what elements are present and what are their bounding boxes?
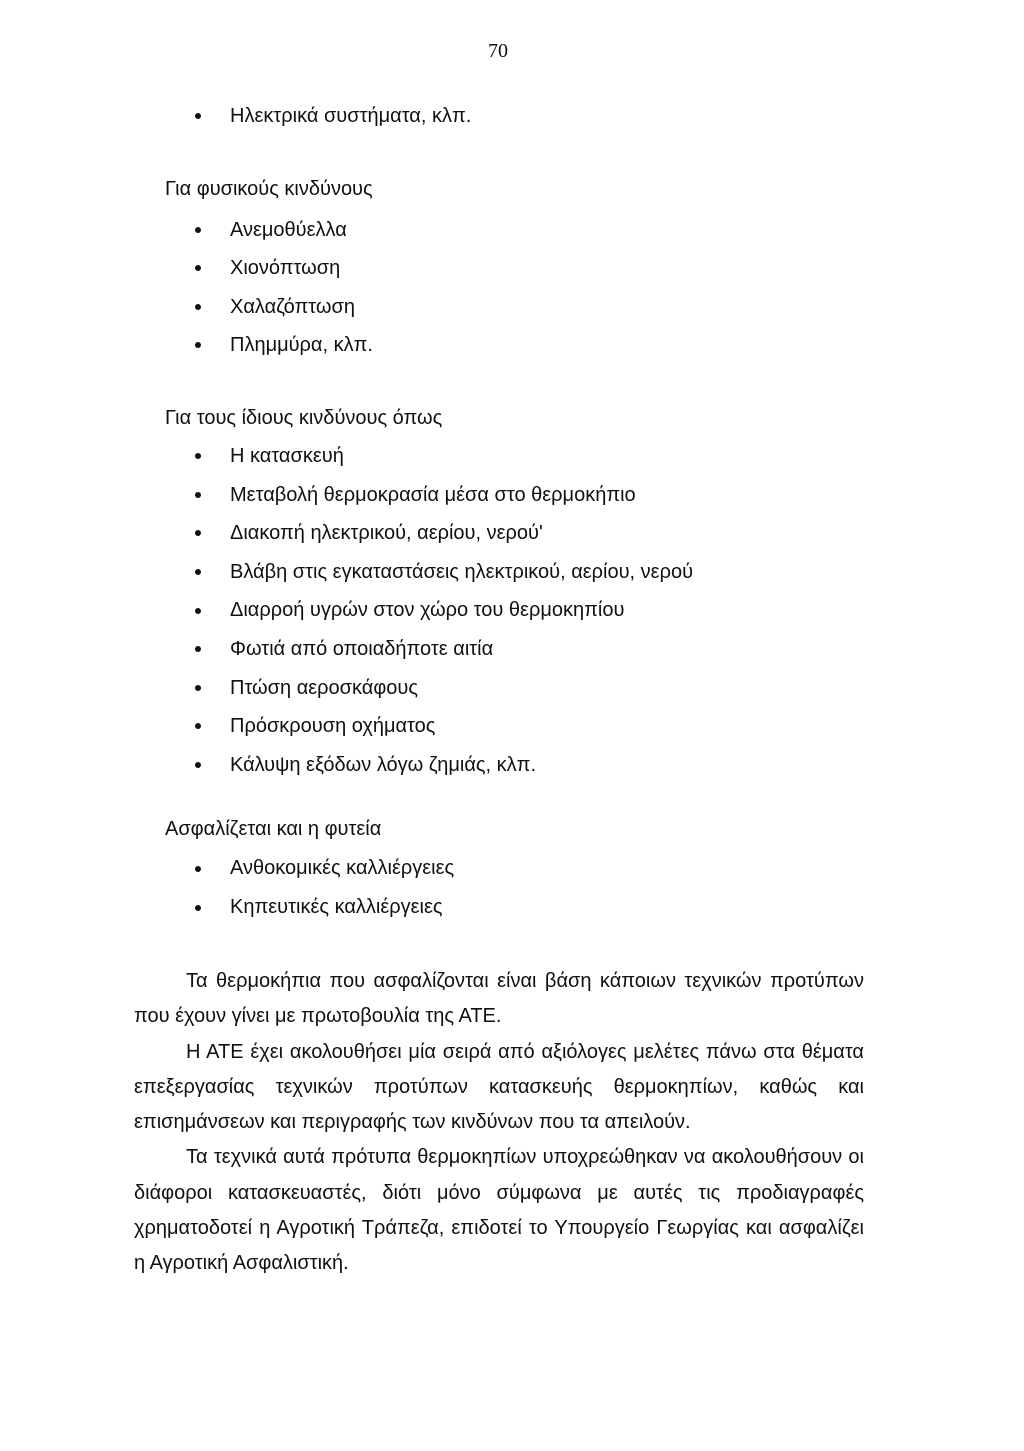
list-item-text: Πτώση αεροσκάφους (230, 676, 419, 699)
list-item (195, 591, 693, 630)
list-item (195, 288, 373, 326)
list-item-text: Βλάβη στις εγκαταστάσεις ηλεκτρικού, αερίου, νερού (230, 560, 694, 583)
list-item (195, 707, 693, 746)
bullet-icon (195, 608, 201, 614)
top-bullet-list (195, 97, 471, 135)
list-item (195, 849, 454, 888)
list-item-text: Χαλαζόπτωση (230, 295, 355, 318)
list-item-text: Κηπευτικές καλλιέργειες (230, 896, 443, 918)
bullet-icon (195, 646, 201, 652)
bullet-icon (195, 530, 201, 536)
list-item-text: Πρόσκρουση οχήματος (230, 715, 436, 738)
list-item-text: Ηλεκτρικά συστήματα, κλπ. (230, 105, 472, 127)
plantation-list (195, 849, 454, 927)
bullet-icon (195, 342, 201, 348)
list-item (195, 669, 693, 708)
plantation-heading: Ασφαλίζεται και η φυτεία (165, 818, 382, 840)
bullet-icon (195, 227, 201, 233)
bullet-icon (195, 265, 201, 271)
list-item-text: Φωτιά από οποιαδήποτε αιτία (230, 637, 494, 660)
bullet-icon (195, 762, 201, 768)
list-item-text: Χιονόπτωση (230, 257, 341, 280)
paragraph: Τα τεχνικά αυτά πρότυπα θερμοκηπίων υποχρεώθηκαν να ακολουθήσουν οι διάφοροι κατασκευαστές, διότι μόνο σύμφωνα με αυτές τις προδιαγραφές χρηματοδοτεί η Αγροτική Τράπεζα, επιδοτεί το Υπουργείο Γεωργίας και ασφαλίζει η Αγροτική Ασφαλιστική. (134, 1146, 864, 1275)
list-item (195, 249, 373, 287)
list-item (195, 553, 693, 592)
list-item-text: Ανθοκομικές καλλιέργειες (230, 857, 455, 879)
list-item-text: Μεταβολή θερμοκρασία μέσα στο θερμοκήπιο (230, 483, 636, 506)
list-item (195, 746, 693, 785)
bullet-icon (195, 569, 201, 575)
bullet-icon (195, 685, 201, 691)
natural-risks-heading: Για φυσικούς κινδύνους (165, 178, 373, 200)
paragraph: Η ΑΤΕ έχει ακολουθήσει μία σειρά από αξιόλογες μελέτες πάνω στα θέματα επεξεργασίας τεχνικών προτύπων κατασκευής θερμοκηπίων, καθώς και επισημάνσεων και περιγραφής των κινδύνων που τα απειλούν. (134, 1040, 864, 1134)
list-item-text: Κάλυψη εξόδων λόγω ζημιάς, κλπ. (230, 753, 537, 776)
same-risks-heading: Για τους ίδιους κινδύνους όπως (165, 407, 443, 429)
list-item-text: Διακοπή ηλεκτρικού, αερίου, νερού' (230, 522, 543, 545)
list-item (195, 326, 373, 364)
paragraph: Τα θερμοκήπια που ασφαλίζονται είναι βάση κάποιων τεχνικών προτύπων που έχουν γίνει με πρωτοβουλία της ΑΤΕ. (134, 970, 864, 1028)
bullet-icon (195, 453, 201, 459)
list-item-text: Η κατασκευή (230, 445, 344, 467)
list-item-text: Πλημμύρα, κλπ. (230, 333, 373, 356)
natural-risks-list (195, 211, 373, 364)
bullet-icon (195, 723, 201, 729)
bullet-icon (195, 492, 201, 498)
list-item (195, 97, 471, 135)
list-item (195, 514, 693, 553)
list-item (195, 630, 693, 669)
page-number: 70 (488, 40, 508, 62)
bullet-icon (195, 905, 201, 911)
list-item (195, 476, 693, 515)
same-risks-list (195, 437, 693, 784)
list-item (195, 888, 454, 927)
body-text (134, 964, 864, 1282)
list-item-text: Ανεμοθύελλα (230, 219, 347, 241)
bullet-icon (195, 866, 201, 872)
list-item (195, 437, 693, 476)
bullet-icon (195, 113, 201, 119)
list-item (195, 211, 373, 249)
bullet-icon (195, 304, 201, 310)
list-item-text: Διαρροή υγρών στον χώρο του θερμοκηπίου (230, 599, 625, 622)
